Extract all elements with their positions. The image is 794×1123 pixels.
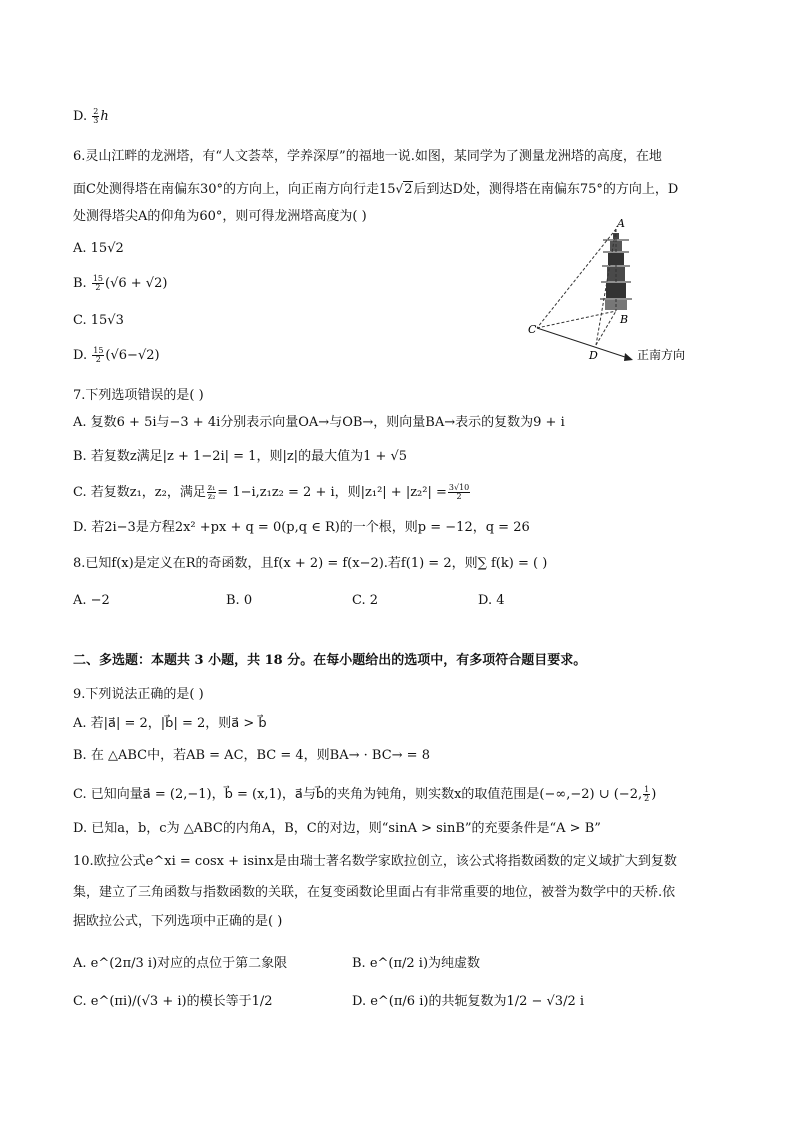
- q10-option-c[interactable]: C. e^(πi)/(√3 + i)的模长等于1/2: [73, 994, 273, 1009]
- q7-c-frac-num: z₁: [207, 483, 216, 492]
- q5-option-d-tail: h: [100, 109, 109, 124]
- q9-option-c[interactable]: [73, 786, 656, 804]
- label-a: A: [617, 217, 625, 230]
- q10-stem-line3: 据欧拉公式，下列选项中正确的是( ): [73, 914, 283, 929]
- q8-option-b[interactable]: B. 0: [226, 593, 253, 608]
- label-b: B: [620, 313, 629, 326]
- q8-option-a[interactable]: A. −2: [73, 593, 110, 608]
- q6-stem-line2b: 后到达D处，测得塔在南偏东75°的方向上，D: [413, 182, 679, 197]
- q6-d-frac-num: 15: [93, 346, 104, 355]
- q8-option-c[interactable]: C. 2: [352, 593, 379, 608]
- q6-b-frac-den: 2: [95, 283, 101, 292]
- label-d: D: [589, 349, 598, 362]
- q9-c-frac-num: 1: [644, 785, 650, 794]
- q6-d-frac-den: 2: [95, 355, 101, 364]
- q7-option-c-prefix: C. 若复数z₁，z₂，满足: [73, 485, 206, 500]
- q10-option-d[interactable]: D. e^(π/6 i)的共轭复数为1/2 − √3/2 i: [352, 994, 585, 1009]
- q7-option-c[interactable]: [73, 484, 471, 502]
- q9-option-c-tail: ): [651, 787, 657, 802]
- q6-option-d[interactable]: [73, 347, 160, 365]
- q7-stem: 7.下列选项错误的是( ): [73, 388, 204, 403]
- q9-option-a[interactable]: A. 若|a⃗| = 2，|b⃗| = 2，则a⃗ > b⃗: [73, 716, 267, 731]
- q9-option-b[interactable]: B. 在 △ABC中，若AB = AC，BC = 4，则BA→ · BC→ = 8: [73, 748, 430, 763]
- label-c: C: [528, 323, 537, 336]
- q7-c-fraction: [207, 484, 216, 501]
- q6-option-b-fraction: [92, 275, 104, 292]
- q5-frac-den: 3: [93, 116, 99, 125]
- q7-option-a[interactable]: A. 复数6 + 5i与−3 + 4i分别表示向量OA→与OB→，则向量BA→表示的复数为9 + i: [73, 415, 565, 430]
- q7-c-frac-den: z₂: [207, 492, 216, 501]
- q7-c-result-fraction: [448, 484, 470, 501]
- q6-option-b-letter: B.: [73, 276, 87, 291]
- q6-option-d-tail: (√6−√2): [105, 348, 160, 363]
- q6-stem-line2a: 面C处测得塔在南偏东30°的方向上，向正南方向行走15: [73, 182, 396, 197]
- tower-diagram: [525, 215, 725, 370]
- q6-option-c[interactable]: C. 15√3: [73, 313, 124, 328]
- q9-stem: 9.下列说法正确的是( ): [73, 687, 204, 702]
- q9-option-c-prefix: C. 已知向量a⃗ = (2,−1)，b⃗ = (x,1)，a⃗与b⃗的夹角为钝角，则实数x的取值范围是(−∞,−2) ∪ (−2,: [73, 787, 643, 802]
- q8-stem: 8.已知f(x)是定义在R的奇函数，且f(x + 2) = f(x−2).若f(1) = 2，则∑ f(k) = ( ): [73, 556, 548, 571]
- q10-stem-line1: 10.欧拉公式e^xi = cosx + isinx是由瑞士著名数学家欧拉创立，该公式将指数函数的定义域扩大到复数: [73, 854, 677, 869]
- q9-c-frac-den: 2: [644, 794, 650, 803]
- tower-figure: [525, 215, 725, 370]
- q6-option-a[interactable]: A. 15√2: [73, 241, 124, 256]
- q6-stem-line1: 6.灵山江畔的龙洲塔，有“人文荟萃，学养深厚”的福地一说.如图，某同学为了测量龙洲塔的高度，在地: [73, 149, 662, 164]
- q6-option-d-fraction: [92, 347, 104, 364]
- q10-stem-line2: 集，建立了三角函数与指数函数的关联，在复变函数论里面占有非常重要的地位，被誉为数学中的天桥.依: [73, 885, 676, 900]
- q5-option-d-fraction: [92, 108, 99, 125]
- q10-option-b[interactable]: B. e^(π/2 i)为纯虚数: [352, 956, 481, 971]
- q6-stem-line2: 面C处测得塔在南偏东30°的方向上，向正南方向行走15√2后到达D处，测得塔在南偏东75°的方向上，D: [73, 182, 679, 197]
- q6-option-b-tail: (√6 + √2): [105, 276, 168, 291]
- q5-frac-num: 2: [93, 107, 99, 116]
- label-direction: 正南方向: [637, 348, 686, 362]
- q6-b-frac-num: 15: [92, 274, 104, 283]
- q6-sqrt-value: 2: [404, 182, 413, 197]
- q7-option-c-mid: = 1−i,z₁z₂ = 2 + i，则|z₁²| + |z₂²| =: [217, 485, 447, 500]
- q5-option-d-letter: D.: [73, 109, 88, 124]
- q6-option-d-letter: D.: [73, 348, 88, 363]
- section-heading: 二、多选题：本题共 3 小题，共 18 分。在每小题给出的选项中，有多项符合题目要求。: [73, 653, 587, 668]
- q6-option-b[interactable]: [73, 275, 167, 293]
- q7-option-b[interactable]: B. 若复数z满足|z + 1−2i| = 1，则|z|的最大值为1 + √5: [73, 449, 408, 464]
- q9-c-fraction: [643, 786, 650, 803]
- q7-c-res-num: 3√10: [448, 483, 470, 492]
- q7-c-res-den: 2: [456, 492, 462, 501]
- q8-option-d[interactable]: D. 4: [478, 593, 505, 608]
- q6-stem-line3: 处测得塔尖A的仰角为60°，则可得龙洲塔高度为( ): [73, 209, 367, 224]
- q9-option-d[interactable]: D. 已知a，b，c为 △ABC的内角A，B，C的对边，则“sinA > sinB”的充要条件是“A > B”: [73, 821, 601, 836]
- q5-option-d[interactable]: [73, 108, 109, 126]
- q7-option-d[interactable]: D. 若2i−3是方程2x² +px + q = 0(p,q ∈ R)的一个根，则p = −12，q = 26: [73, 520, 530, 535]
- q10-option-a[interactable]: A. e^(2π/3 i)对应的点位于第二象限: [73, 956, 288, 971]
